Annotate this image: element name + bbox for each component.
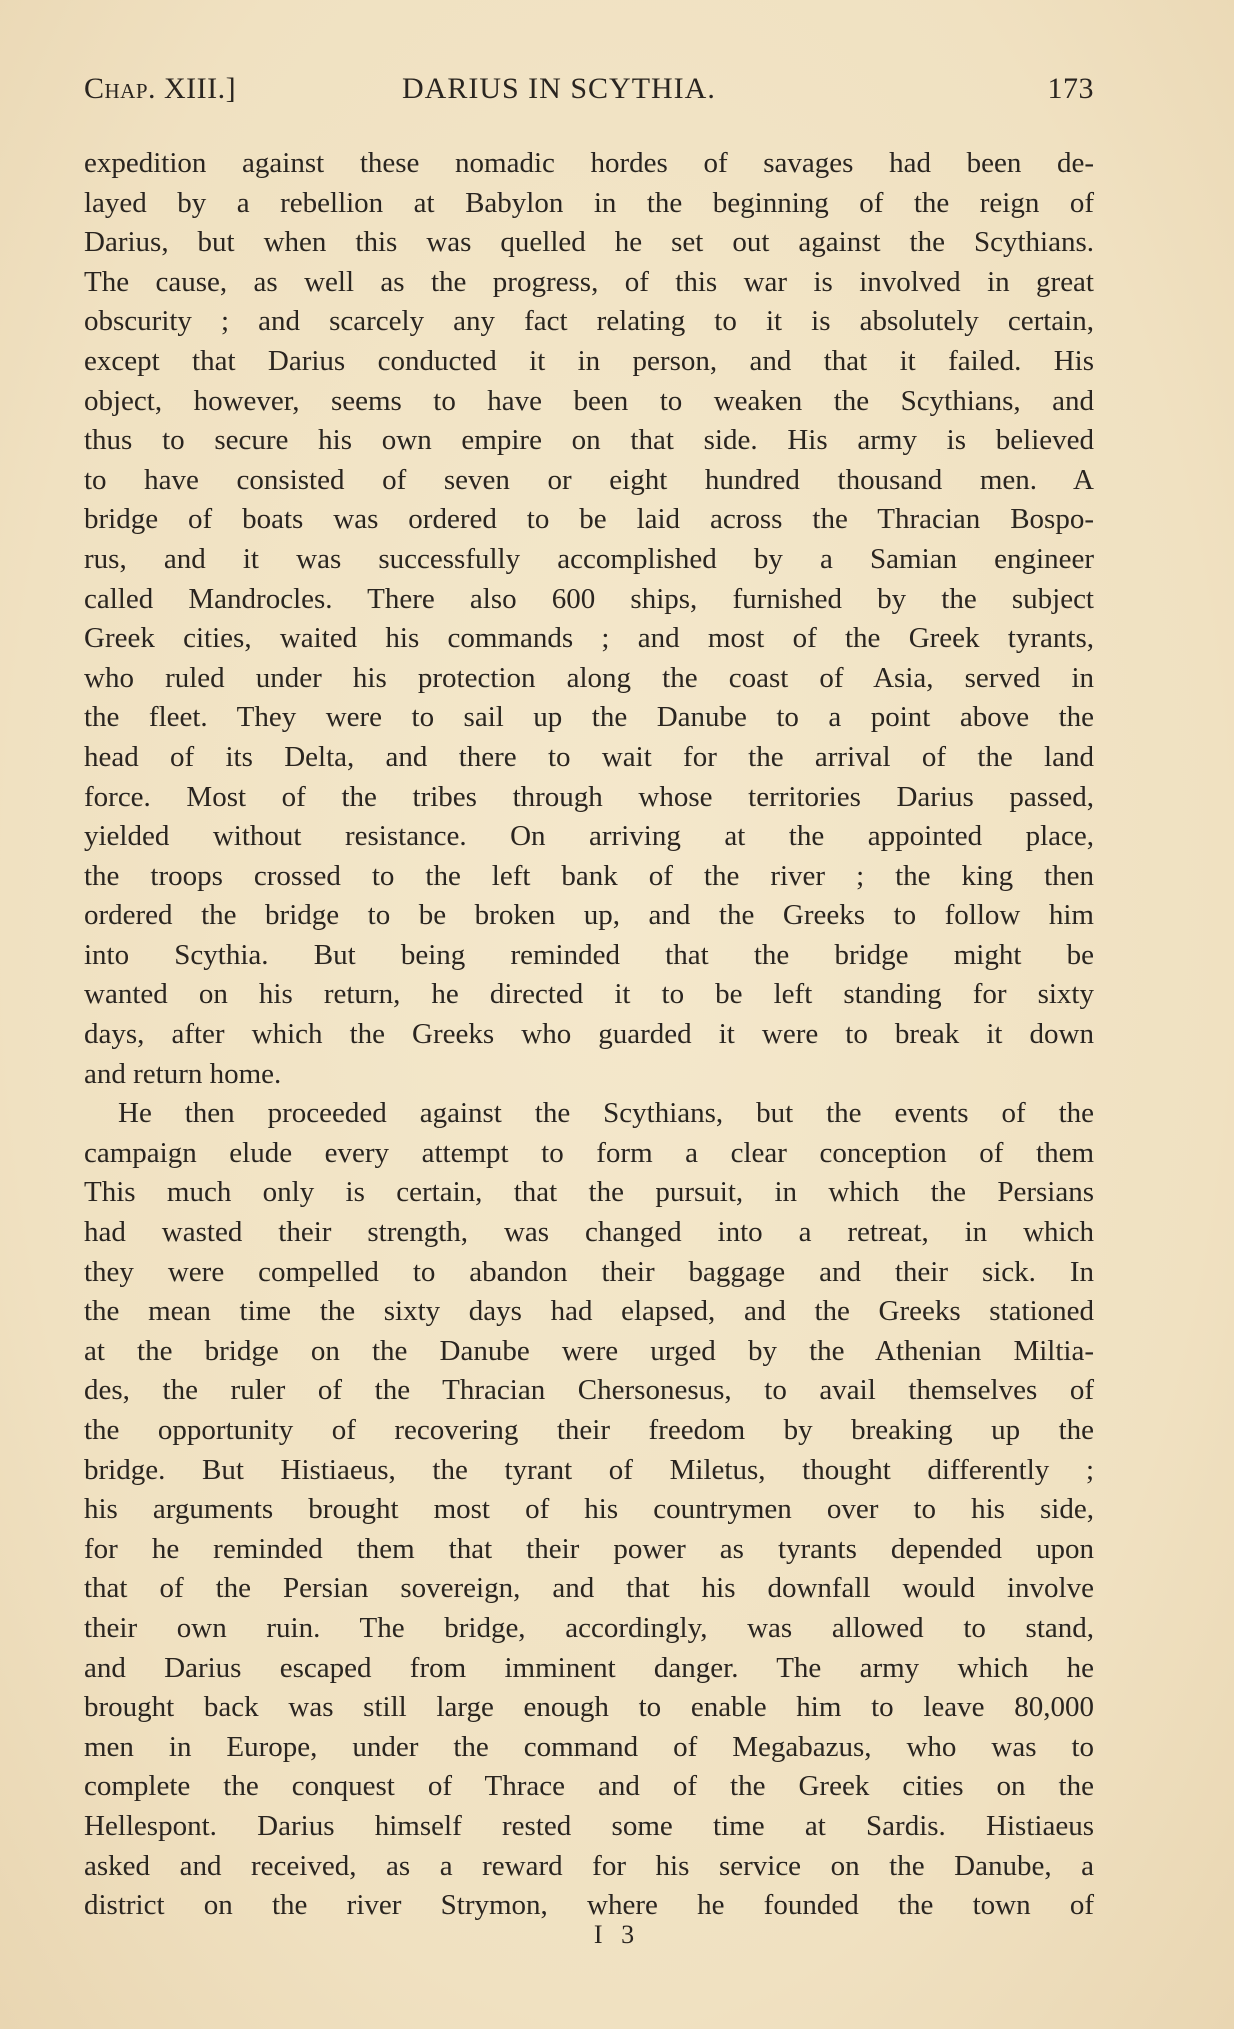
text-line: des, the ruler of the Thracian Chersonesus, to avail themselves of <box>84 1374 1094 1407</box>
text-line: and return home. <box>84 1057 282 1090</box>
text-line: the mean time the sixty days had elapsed, and the Greeks stationed <box>84 1295 1094 1328</box>
text-line: his arguments brought most of his countrymen over to his side, <box>84 1493 1094 1526</box>
text-line: This much only is certain, that the pursuit, in which the Persians <box>84 1176 1094 1209</box>
text-line: the fleet. They were to sail up the Danube to a point above the <box>84 701 1094 734</box>
text-line: yielded without resistance. On arriving at the appointed place, <box>84 820 1094 853</box>
text-line: men in Europe, under the command of Megabazus, who was to <box>84 1730 1094 1763</box>
text-line: the opportunity of recovering their freedom by breaking up the <box>84 1414 1094 1446</box>
body-text <box>84 144 1094 1926</box>
text-line: district on the river Strymon, where he founded the town of <box>84 1889 1094 1922</box>
text-line: for he reminded them that their power as tyrants depended upon <box>84 1532 1094 1565</box>
text-line: brought back was still large enough to enable him to leave 80,000 <box>84 1691 1094 1724</box>
text-line: bridge of boats was ordered to be laid across the Thracian Bospo- <box>84 503 1094 536</box>
text-line: called Mandrocles. There also 600 ships, furnished by the subject <box>84 582 1094 615</box>
text-line: layed by a rebellion at Babylon in the beginning of the reign of <box>84 186 1094 219</box>
text-line: force. Most of the tribes through whose territories Darius passed, <box>84 780 1094 813</box>
text-line: had wasted their strength, was changed into a retreat, in which <box>84 1216 1094 1249</box>
text-line: The cause, as well as the progress, of this war is involved in great <box>84 265 1094 298</box>
text-line: campaign elude every attempt to form a clear conception of them <box>84 1136 1094 1169</box>
text-line: at the bridge on the Danube were urged by the Athenian Miltia- <box>84 1334 1094 1367</box>
running-title: DARIUS IN SCYTHIA. <box>402 72 716 105</box>
text-line: wanted on his return, he directed it to be left standing for sixty <box>84 978 1094 1011</box>
text-line: Greek cities, waited his commands ; and most of the Greek tyrants, <box>84 622 1094 655</box>
text-line: Hellespont. Darius himself rested some time at Sardis. Histiaeus <box>84 1809 1094 1842</box>
text-line: their own ruin. The bridge, accordingly, was allowed to stand, <box>84 1611 1094 1644</box>
text-line: except that Darius conducted it in person, and that it failed. His <box>84 344 1094 377</box>
page-number: 173 <box>1047 72 1094 105</box>
text-line: rus, and it was successfully accomplished by a Samian engineer <box>84 542 1094 575</box>
text-line: head of its Delta, and there to wait for the arrival of the land <box>84 740 1094 773</box>
text-line: thus to secure his own empire on that side. His army is believed <box>84 424 1094 457</box>
running-header <box>84 72 1094 118</box>
text-line: asked and received, as a reward for his service on the Danube, a <box>84 1849 1094 1882</box>
text-line: ordered the bridge to be broken up, and the Greeks to follow him <box>84 899 1094 932</box>
text-line: bridge. But Histiaeus, the tyrant of Miletus, thought differently ; <box>84 1453 1094 1486</box>
text-line: Darius, but when this was quelled he set out against the Scythians. <box>84 226 1094 259</box>
chapter-label: Chap. XIII.] <box>84 72 237 105</box>
text-line: He then proceeded against the Scythians, but the events of the <box>118 1097 1094 1130</box>
signature-mark: I 3 <box>593 1920 641 1949</box>
text-line: to have consisted of seven or eight hundred thousand men. A <box>84 463 1094 496</box>
text-line: the troops crossed to the left bank of the river ; the king then <box>84 859 1094 892</box>
text-line: days, after which the Greeks who guarded it were to break it down <box>84 1018 1094 1051</box>
text-line: complete the conquest of Thrace and of the Greek cities on the <box>84 1770 1094 1803</box>
text-line: object, however, seems to have been to weaken the Scythians, and <box>84 384 1094 417</box>
text-line: into Scythia. But being reminded that the bridge might be <box>84 938 1094 971</box>
text-line: they were compelled to abandon their baggage and their sick. In <box>84 1255 1094 1288</box>
text-line: and Darius escaped from imminent danger. The army which he <box>84 1651 1094 1684</box>
text-line: that of the Persian sovereign, and that his downfall would involve <box>84 1572 1094 1605</box>
text-line: who ruled under his protection along the coast of Asia, served in <box>84 661 1094 694</box>
text-line: obscurity ; and scarcely any fact relating to it is absolutely certain, <box>84 305 1094 338</box>
text-line: expedition against these nomadic hordes of savages had been de- <box>84 147 1094 179</box>
